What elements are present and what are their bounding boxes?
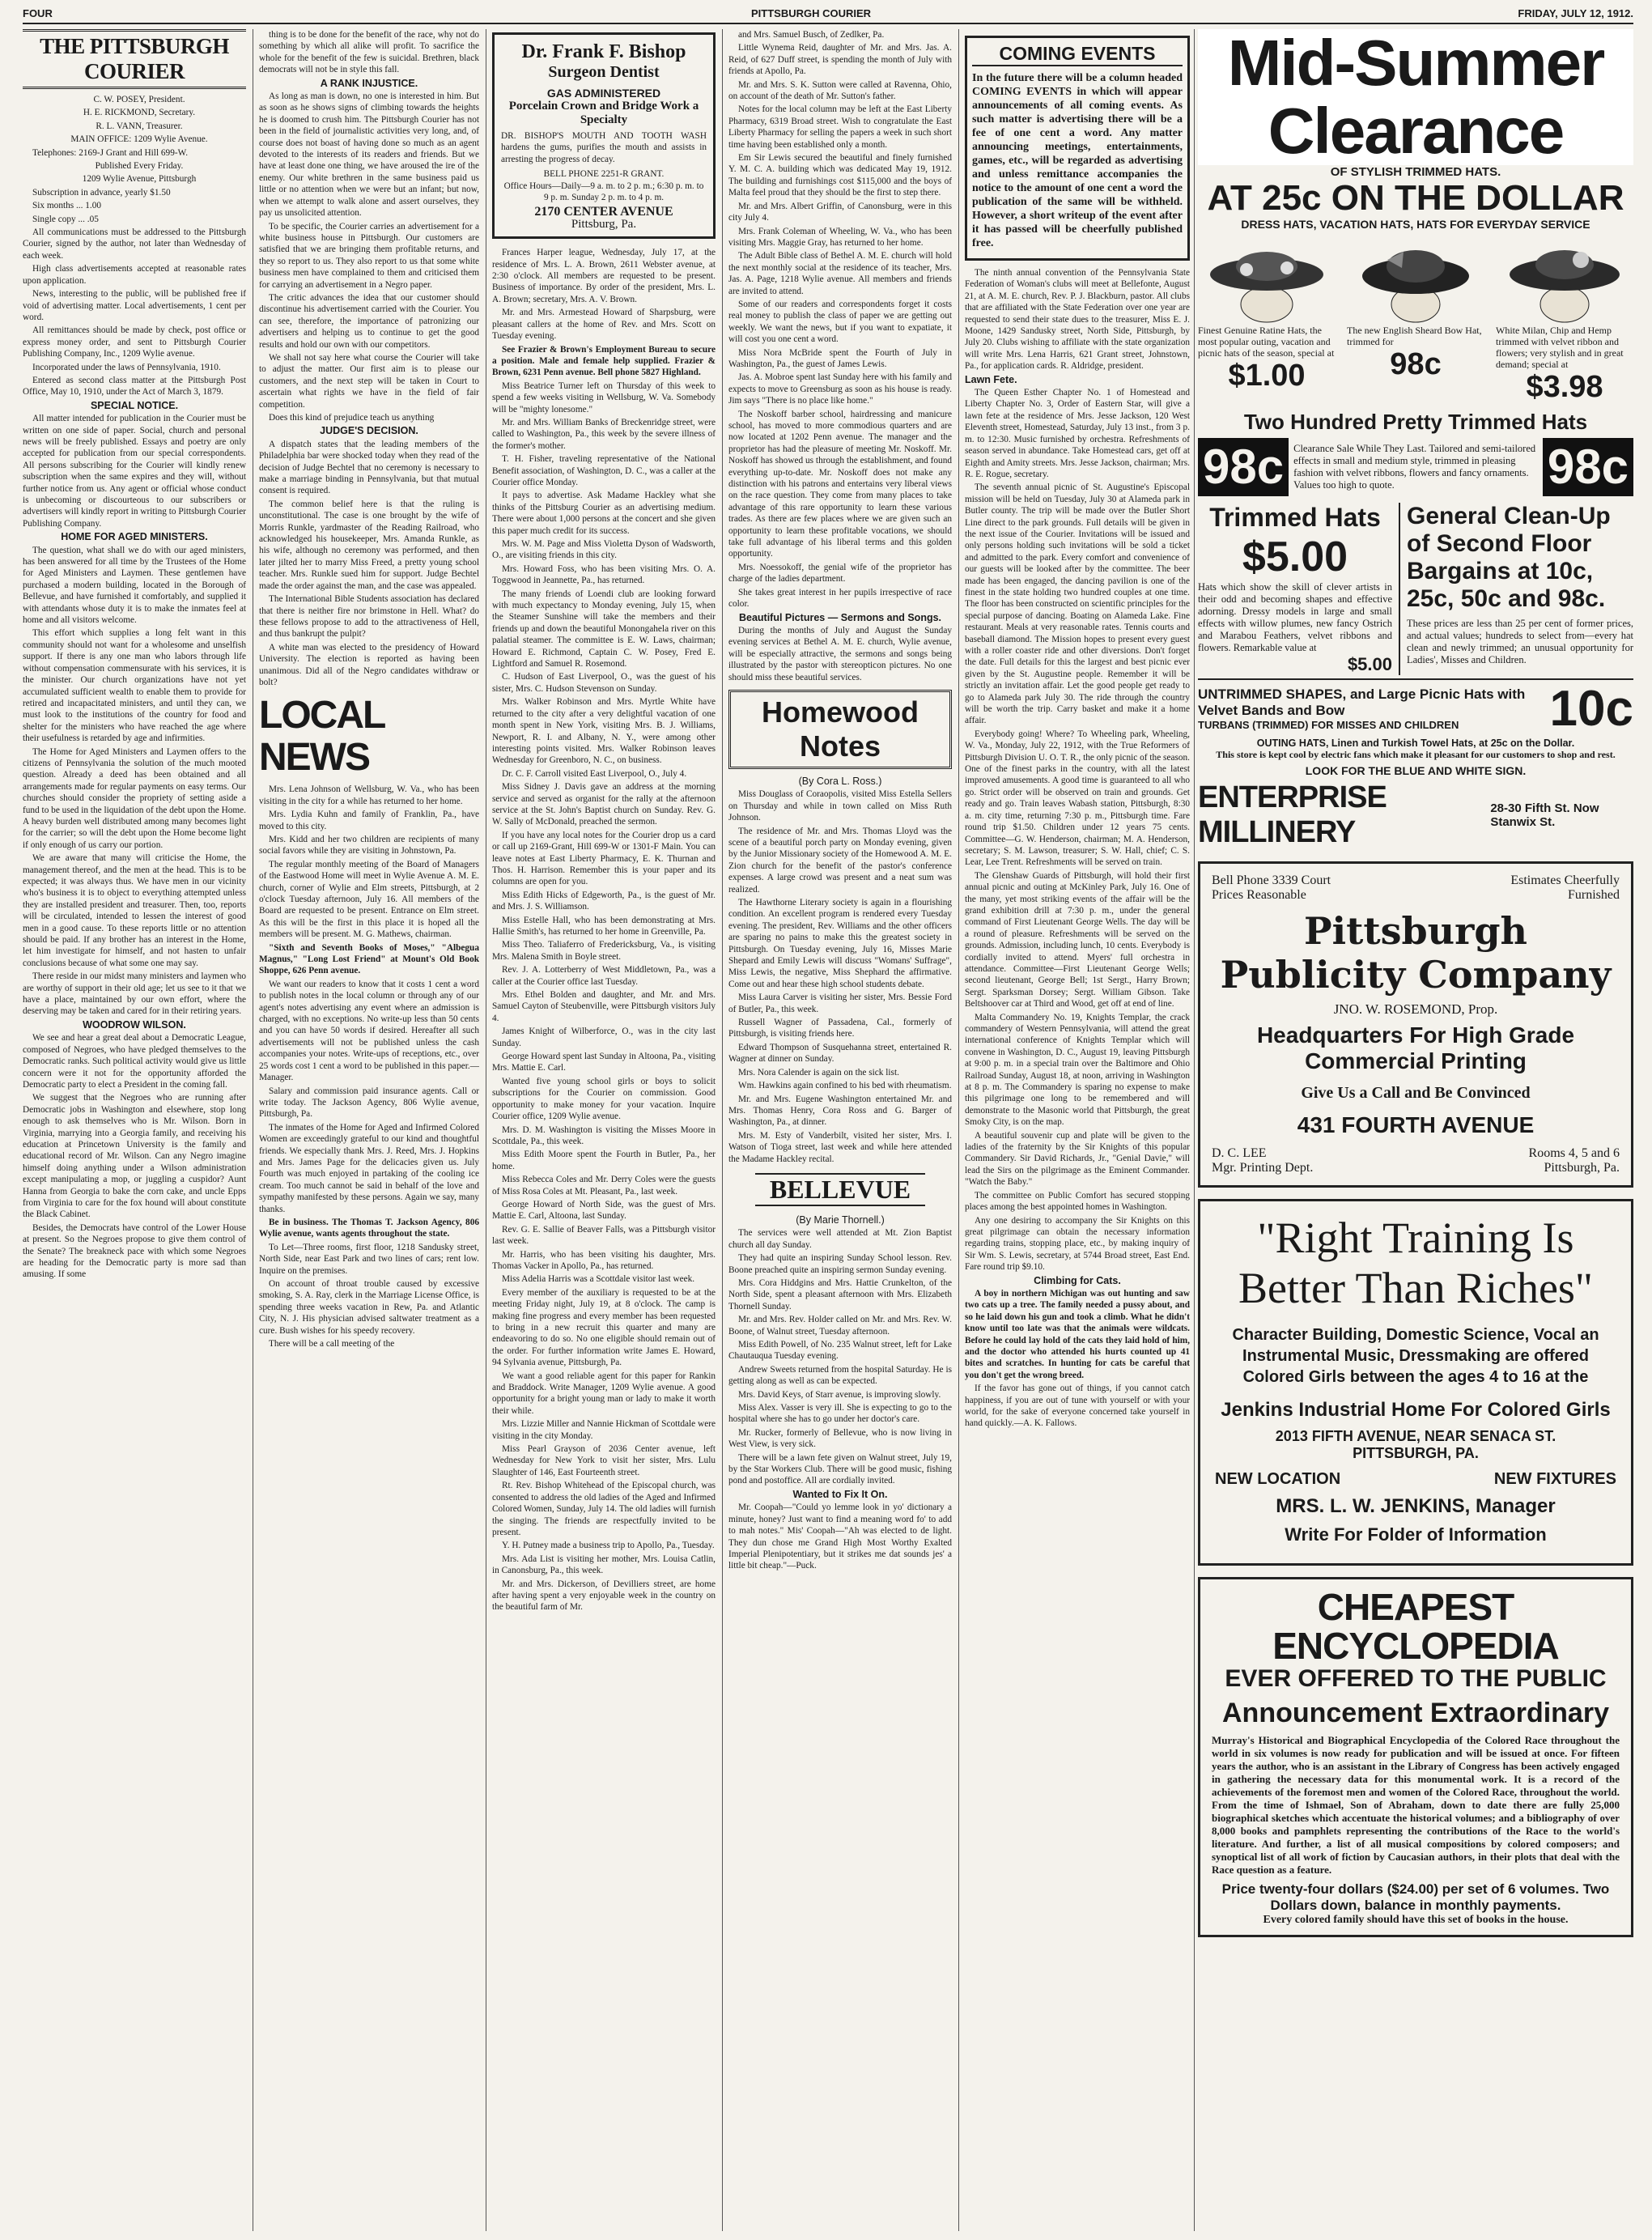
local-item: "Sixth and Seventh Books of Moses," "Albegua Magnus," "Long Lost Friend" at Mount's Old Book Shoppe, 626 Penn avenue. — [259, 942, 479, 976]
paragraph: We shall not say here what course the Courier will take to adjust the matter. Our first aim is to please our customers, and the next step will be taken in Court to ascertain what rights we have in the field of fair competition. — [259, 352, 479, 410]
paragraph: Incorporated under the laws of Pennsylvania, 1910. — [32, 362, 221, 372]
headline-rank-injustice: A RANK INJUSTICE. — [320, 77, 418, 89]
headline-beautiful-pictures: Beautiful Pictures — Sermons and Songs. — [738, 611, 942, 623]
local-item: Andrew Sweets returned from the hospital Saturday. He is getting along as well as can be expected. — [728, 1364, 952, 1387]
column-5 — [965, 29, 1190, 2231]
local-item: See Frazier & Brown's Employment Bureau to secure a position. Male and female help supplied. Frazier & Brown, 6231 Penn avenue. Bell phone 5827 Highland. — [492, 344, 716, 378]
local-item: Notes for the local column may be left at the East Liberty Pharmacy, 6319 Broad street. Wish to congratulate the East Liberty Pharmacy for selling the papers a week in such short time having been established only a month. — [728, 104, 952, 150]
ppc-phone: Bell Phone 3339 Court — [1212, 873, 1331, 887]
ppc-lee: D. C. LEE — [1212, 1146, 1267, 1160]
local-item: Miss Edith Moore spent the Fourth in Butler, Pa., her home. — [492, 1150, 716, 1171]
local-item: Every member of the auxiliary is requested to be at the meeting Friday night, July 19, at 8 o'clock. The camp is making fine progress and every member has been requested to bring in a new recruit this quarter and many are endeavoring to do so. No one eligible should remain out of the order. For further information write James E. Howard, 94 Sylvania avenue, Pittsburgh, Pa. — [492, 1287, 716, 1368]
local-item: Mr. and Mrs. S. K. Sutton were called at Ravenna, Ohio, on account of the death of Mr. Sutton's father. — [728, 79, 952, 102]
clearance-row — [1198, 438, 1633, 496]
local-item: George Howard of North Side, was the guest of Mrs. Mattie E. Carl, Altoona, last Sunday. — [492, 1199, 716, 1222]
column-2 — [259, 29, 479, 2231]
subscription-yearly: Subscription in advance, yearly $1.50 — [32, 187, 171, 198]
paragraph: The International Bible Students association has declared that there is neither fire nor brimstone in Hell. What? do these fellows propose to add to the attractiveness of Hell, and thus bankrupt the pulpit? — [259, 594, 479, 640]
hat-illustration-icon — [1504, 236, 1625, 325]
local-item: Mrs. Ada List is visiting her mother, Mrs. Louisa Catlin, in Canonsburg, Pa., this week. — [492, 1554, 716, 1576]
hat-price: 98c — [1390, 347, 1442, 381]
local-item: T. H. Fisher, traveling representative of the National Benefit association, of Washington, D. C., was a caller at the Courier office Monday. — [492, 454, 716, 487]
publish-schedule: Published Every Friday. — [95, 161, 184, 172]
event-item: Everybody going! Where? To Wheeling park, Wheeling, W. Va., Monday, July 22, 1912, with the True Reformers of Pittsburgh Division U. O. T. R., the only picnic of the season. One of the finest parks in the country, with all the latest improved amusements. A good time is guaranteed to all who go. Strict order will be observed on train and grounds. Get ready and go. Train leaves Wabash station, Pittsburgh, 8:30 a. m. city time, returning 7:30 p. m., Pittsburgh time. Fare round trip $1.50. Children under 12 years 75 cents. Committee—G. W. Henderson, chairman; M. A. Henderson, secretary; S. M. Lawson, treasurer; S. W. Hall, chief; C. S. Lear, Lee Trent. Refreshments will be served on train. — [965, 729, 1190, 868]
turbans-text: TURBANS (TRIMMED) FOR MISSES AND CHILDREN — [1198, 719, 1459, 731]
paragraph: A white man was elected to the presidency of Howard University. The election is reported as having been unanimous. Did all of the Negro candidates withdraw or bolt? — [259, 642, 479, 687]
local-item: The Noskoff barber school, hairdressing and manicure school, has moved to more commodious quarters and are now located at 1202 Penn avenue. The manager and the proprietor has had the pleasure of meeting Mr. Noskoff. Mr. Noskoff has showed us through the establishment, and found everything up-to-date. Mr. Noskoff does not make any distinction with his patrons and entertains very liberal views on the race question. They come from many places to take advantage of this rare opportunity to learn these various trades. As there are few places where we are given such an opportunity to learn these profitable vocations, we should take full advantage of his liberal terms and this golden opportunity. — [728, 409, 952, 559]
local-item: The Hawthorne Literary society is again in a flourishing condition. An excellent program is rendered every Tuesday evening. The president, Rev. Williams and the other officers are sparing no pains to make this the greatest society in Pittsburgh. On Tuesday evening, July 16, Misses Marie Shepard and Emily Lewis will discuss "Womans' Suffrage", Miss Lewis, the negative, Miss Shephard the affirmative. Come out and hear these high school students debate. — [728, 898, 952, 989]
clearance-text: Clearance Sale While They Last. Tailored and semi-tailored effects in small and medium style, trimmed in pleasing fashion with velvet ribbons, flowers and fancy ornaments. Values too high to quote. — [1293, 443, 1536, 491]
local-item: Mr. and Mrs. William Banks of Breckenridge street, were called to Washington, Pa., this week by the severe illness of the former's mother. — [492, 417, 716, 451]
local-item: It pays to advertise. Ask Madame Hackley what she thinks of the Pittsburg Courier as an advertising medium. There were about 1,000 persons at the concert and she given this paper much credit for its success. — [492, 491, 716, 536]
officer-secretary: H. E. RICKMOND, Secretary. — [83, 108, 196, 118]
trimmed-hats-price: $5.00 — [1242, 533, 1348, 580]
hat-offer-sheard-bow — [1347, 236, 1484, 405]
event-item: The Queen Esther Chapter No. 1 of Homestead and Liberty Chapter No. 3, Order of Eastern Star, will give a lawn fete at the residence of Mrs. Jesse Jackson, 120 West Eleventh street, Homestead, Saturday, July 13 inst., from 3 p. m. to 12:30. Music furnished by orchestra. Refreshments of season served in abundance. Take Homestead cars, get off at Eighth and Amity streets. Mrs. Jesse Jackson, chairman; Mrs. R. E. Rogue, secretary. — [965, 388, 1190, 479]
local-item: Little Wynema Reid, daughter of Mr. and Mrs. Jas. A. Reid, of 627 Duff street, is spending the month of July with friends at Apollo, Pa. — [728, 43, 952, 77]
column-rule — [722, 29, 723, 2231]
untrimmed-text: UNTRIMMED SHAPES, and Large Picnic Hats with Velvet Bands and Bow — [1198, 686, 1526, 718]
telephones: Telephones: 2169-J Grant and Hill 699-W. — [32, 147, 189, 158]
ads-column — [1198, 29, 1633, 1947]
local-item: There will be a call meeting of the — [269, 1339, 395, 1350]
paragraph: Besides, the Democrats have control of the Lower House at present. So the Negroes propose to give them control of the Senate? The breakneck pace with which some Negroes are heading for the Democratic party is more sad than amusing. If some — [23, 1222, 246, 1280]
local-item: Jas. A. Mobroe spent last Sunday here with his family and expects to move to Greensburg as soon as his house is ready. Jim says "There is no place like home." — [728, 372, 952, 406]
jenkins-home-name: Jenkins Industrial Home For Colored Girls — [1221, 1399, 1611, 1421]
new-fixtures: NEW FIXTURES — [1493, 1470, 1616, 1488]
local-item: Frances Harper league, Wednesday, July 17, at the residence of Mrs. L. A. Brown, 2611 Webster avenue, at 2:30 o'clock. All members are requested to be present. Business of importance. By order of the president, Mrs. L. A. Brown; secretary, Mrs. A. V. Brown. — [492, 248, 716, 304]
local-item: The many friends of Loendi club are looking forward with much expectancy to Monday evening, July 15, when the Steamer Sunshine will take the members and their friends up and down the beautiful Monongahela river on this palatial steamer. The committee is E. W. Laws, chairman; Howard E. Richmond, Captain C. W. Posey, Fred E. Lightford and Samuel R. Rosemond. — [492, 589, 716, 669]
encyclopedia-price: Price twenty-four dollars ($24.00) per set of 6 volumes. Two Dollars down, balance in monthly payments. — [1221, 1881, 1610, 1913]
byline: (By Marie Thornell.) — [796, 1214, 885, 1226]
subscription-six-months: Six months ... 1.00 — [32, 201, 102, 211]
ppc-proprietor: JNO. W. ROSEMOND, Prop. — [1333, 1001, 1498, 1017]
bellevue-banner — [728, 1173, 952, 1206]
paragraph: High class advertisements accepted at reasonable rates upon application. — [23, 264, 246, 286]
paragraph: All communications must be addressed to the Pittsburgh Courier, signed by the author, not later than Wednesday of each week. — [23, 227, 246, 261]
midsummer-offer: AT 25c ON THE DOLLAR — [1207, 178, 1624, 218]
local-item: Dr. C. F. Carroll visited East Liverpool, O., July 4. — [502, 768, 687, 779]
local-item: On account of throat trouble caused by excessive smoking, S. A. Ray, clerk in the Marriage License Office, is spending three weeks vacation in Rew, Pa. and Atlantic City, N. J. His physician advised saltwater treatment as a cure. Bush wishes for his speedy recovery. — [259, 1279, 479, 1336]
local-item: Mr. and Mrs. Albert Griffin, of Canonsburg, were in this city July 4. — [728, 201, 952, 223]
dentist-city: Pittsburg, Pa. — [571, 217, 637, 231]
price-10c: 10c — [1549, 681, 1633, 737]
ppc-call: Give Us a Call and Be Convinced — [1301, 1084, 1531, 1102]
encyclopedia-every: Every colored family should have this set of books in the house. — [1263, 1914, 1569, 1926]
dentist-hours: Office Hours—Daily—9 a. m. to 2 p. m.; 6:30 p. m. to 9 p. m. Sunday 2 p. m. to 4 p. m. — [503, 181, 704, 203]
local-item: and Mrs. Samuel Busch, of Zedlker, Pa. — [738, 30, 885, 40]
column-rule — [1194, 29, 1195, 2231]
midsummer-subtitle: OF STYLISH TRIMMED HATS. — [1330, 165, 1501, 179]
hat-price: $1.00 — [1228, 359, 1306, 393]
local-item: The services were well attended at Mt. Zion Baptist church all day Sunday. — [728, 1228, 952, 1250]
paragraph: Does this kind of prejudice teach us anything — [269, 413, 435, 423]
untrimmed-block — [1198, 686, 1550, 731]
local-item: Mrs. D. M. Washington is visiting the Misses Moore in Scottdale, Pa., this week. — [492, 1124, 716, 1146]
price-98c-left: 98c — [1198, 438, 1289, 496]
ppc-estimates: Estimates Cheerfully Furnished — [1510, 873, 1620, 902]
publish-address: 1209 Wylie Avenue, Pittsburgh — [82, 174, 197, 185]
subscription-single: Single copy ... .05 — [32, 214, 99, 224]
ppc-bottom-row — [1212, 1146, 1620, 1175]
local-item: Some of our readers and correspondents forget it costs real money to publish the class of paper we are getting out weekly. We want the news, but if you want to expatiate, it will cost you one cent a word. — [728, 299, 952, 345]
paragraph: News, interesting to the public, will be published free if void of advertising matter. Local advertisements, 1 cent per word. — [23, 289, 246, 322]
local-item: James Knight of Wilberforce, O., was in the city last Sunday. — [492, 1026, 716, 1048]
right-training-title: "Right Training Is Better Than Riches" — [1238, 1214, 1593, 1312]
local-item: C. Hudson of East Liverpool, O., was the guest of his sister, Mrs. C. Hudson Stevenson on Sunday. — [492, 672, 716, 694]
local-item: Miss Edith Hicks of Edgeworth, Pa., is the guest of Mr. and Mrs. J. S. Williamson. — [492, 890, 716, 912]
local-item: We want our readers to know that it costs 1 cent a word to publish notes in the local column or through any of our agent's notes advertising any event where an admission is charged, with no exceptions. No write-up less than 50 cents and you can have 50 words if desired. Hereafter all such advertisements will not be published unless the cash accompanies your notes. Write-ups of receptions, etc., over 25 words cost 1 cent a word to be published in this paper.—Manager. — [259, 979, 479, 1083]
event-item: Malta Commandery No. 19, Knights Templar, the crack commandery of Western Pennsylvania, will attend the great international conference of Knights Templar which will convene in Washington, D. C., August 19, leaving Pittsburgh at 9:00 p. m. in a special train over the Baltimore and Ohio Railroad Sunday, August 18, at noon, arriving in Washington at 8 p. m. The Commandery is sparing no expense to make this pilgrimage one long to be remembered and will demonstrate to the Masonic world that Pittsburgh, the great Smoky City, is on the map. — [965, 1012, 1190, 1128]
byline: (By Cora L. Ross.) — [798, 775, 882, 787]
local-item: Mr. and Mrs. Armestead Howard of Sharpsburg, were pleasant callers at the home of Rev. and Mrs. Scott on Tuesday evening. — [492, 308, 716, 342]
paragraph: The common belief here is that the ruling is unconstitutional. The case is one brought by the wife of Morris Runkle, yardmaster of the Reading Railroad, who acknowledged his housekeeper, Mrs. Amanda Runkle, as his wife, although no ceremony was performed, and then later jilted her to marry Miss Freed, a pretty young school teacher. Mrs. Runkle sued him for support. Judge Bechtel made the order against the man, and the case was appealed. — [259, 499, 479, 591]
local-item: Miss Adelia Harris was a Scottdale visitor last week. — [502, 1274, 695, 1285]
coming-events-box — [965, 36, 1190, 261]
enterprise-name: ENTERPRISE MILLINERY — [1198, 780, 1387, 849]
local-item: They had quite an inspiring Sunday School lesson. Rev. Boone preached quite an inspiring sermon Sunday evening. — [728, 1253, 952, 1275]
ppc-headquarters: Headquarters For High Grade Commercial Printing — [1256, 1022, 1575, 1073]
encyclopedia-subtitle: EVER OFFERED TO THE PUBLIC — [1225, 1665, 1607, 1692]
local-item: Y. H. Putney made a business trip to Apollo, Pa., Tuesday. — [502, 1541, 715, 1551]
trimmed-hats-text: Hats which show the skill of clever artists in their odd and becoming shapes and effective adorning. Dressy models in large and small effects with willow plumes, new fancy Ostrich and Marabou Feathers, velvet ribbons and flowers. Remarkable value at — [1198, 581, 1392, 653]
local-item: Miss Nora McBride spent the Fourth of July in Washington, Pa., the guest of James Lewis. — [728, 347, 952, 369]
local-item: There will be a lawn fete given on Walnut street, July 19, by the Star Workers Club. There will be good music, fishing pond and postoffice. All are cordially invited. — [728, 1452, 952, 1486]
jenkins-home-ad — [1198, 1199, 1633, 1566]
paragraph: As long as man is down, no one is interested in him. But as soon as he shows signs of climbing towards the heights he is doomed to crush him. The Pittsburgh Courier has not been in the field of journalistic activities very long, and, of course does not boast of having done so much as an agent devoted to the interests of its readers and friends. But we have at least done one thing, we have aroused the ire of the enemy. Our white brethren in the same business paid us little or no attention when we were but an infant; but now, when we attempt to walk alone and assert ourselves, they pay us unsolicited attention. — [259, 91, 479, 219]
column-rule — [958, 29, 959, 2231]
local-item: Mrs. Walker Robinson and Mrs. Myrtle White have returned to the city after a very delightful vacation of one month spent in New York, visiting Mrs. B. J. Williams, Newport, R. I. and Albany, N. Y., were among other interesting points visited. Mrs. Walker Robinson leaves Wednesday for Greenboro, N. C., on business. — [492, 697, 716, 766]
event-item: The Glenshaw Guards of Pittsburgh, will hold their first annual picnic and outing at McKinley Park, July 16. One of the many, yet most striking events of the affair will be the grand exhibition drill at 7:30 p. m., under the general command of First Lieutenant George Wells. The day will be a round of pleasure. Refreshments will be served on the grounds. Admission, including lunch, 10 cents. Everybody is cordially invited to attend. Myers' full orchestra in attendance. Committee—First Lieutenant George Wells; second lieutenant, George Bell; 1st Sergt., Harry Brown; Sergt. Sparksman Dorsey; Sergt. William Gibson. Take Beltshoover car at Third and Wood, get off at end of line. — [965, 870, 1190, 1009]
blue-white-sign: LOOK FOR THE BLUE AND WHITE SIGN. — [1305, 764, 1527, 777]
officer-treasurer: R. L. VANN, Treasurer. — [96, 121, 183, 131]
local-item: She takes great interest in her pupils irrespective of race color. — [728, 587, 952, 610]
new-location: NEW LOCATION — [1215, 1470, 1341, 1488]
general-cleanup-text: These prices are less than 25 per cent of former prices, and actual values; hundreds to select from—every hat clean and newly trimmed; an unusual opportunity for Ladies', Misses and Children. — [1407, 618, 1633, 665]
encyclopedia-title: CHEAPEST ENCYCLOPEDIA — [1272, 1586, 1559, 1667]
trimmed-hats-offer — [1198, 503, 1400, 675]
headline-homewood-notes: Homewood Notes — [762, 695, 919, 763]
general-cleanup-offer — [1400, 503, 1633, 675]
local-item: Mr. and Mrs. Dickerson, of Devilliers street, are home after having spent a very enjoyable week in the country on the beautiful farm of Mr. — [492, 1579, 716, 1613]
event-item: A beautiful souvenir cup and plate will be given to the ladies of the fraternity by the Sir Knights of this popular Commandery. Sir David Richards, Jr., "Genial Davie," will lead the Sirs on the pilgrimage as the Eminent Commander. "Watch the Baby." — [965, 1130, 1190, 1188]
headline-home-aged-ministers: HOME FOR AGED MINISTERS. — [61, 531, 208, 543]
encyclopedia-ad — [1198, 1577, 1633, 1937]
hat-offer-milan — [1496, 236, 1633, 405]
hat-illustration-icon — [1355, 236, 1476, 325]
local-item: George Howard spent last Sunday in Altoona, Pa., visiting Mrs. Mattie E. Carl. — [492, 1052, 716, 1073]
trimmed-hats-value: $5.00 — [1347, 654, 1392, 674]
paragraph: The question, what shall we do with our aged ministers, has been answered for all time by the Trustees of the Home for Aged Ministers and Laymen. These gentlemen have purchased a modern building, located in the Borough of Bellevue, and have furnished it comfortably, and supplied it with attendants whose duty it is to make the inmates feel at home and all visitors welcome. — [23, 545, 246, 626]
local-item: The regular monthly meeting of the Board of Managers of the Eastwood Home will meet in Wylie Avenue A. M. E. church, corner of Wylie and Elm streets, Pittsburgh, at 2 o'clock Tuesday afternoon, July 16. All members of the Board are requested to be present. Entrance on Elm street. As this will be the first in this place it is hoped all the members will be present. M. G. Mathews, chairman. — [259, 859, 479, 940]
paragraph: A dispatch states that the leading members of the Philadelphia bar were shocked today when they read of the decision of Judge Bechtel that no ceremony is necessary to make a marriage binding in Pennsylvania, but that mutual consent is required. — [259, 439, 479, 496]
trimmed-hats-title: Trimmed Hats — [1209, 503, 1381, 532]
ppc-bottom-right — [1529, 1146, 1620, 1175]
local-item: Mrs. Nora Calender is again on the sick list. — [738, 1067, 899, 1077]
paragraph: thing is to be done for the benefit of the race, why not do something by which all alike will profit. To sacrifice the whole for the benefit of the few is suicidal. Brethren, black democrats will not be in style this fall. — [259, 30, 479, 75]
jenkins-address: 2013 FIFTH AVENUE, NEAR SENACA ST. — [1275, 1428, 1556, 1444]
local-item: Miss Beatrice Turner left on Thursday of this week to spend a few weeks visiting in Wellsburg, W. Va. Somebody will be "mighty lonesome." — [492, 380, 716, 414]
ppc-mgr: Mgr. Printing Dept. — [1212, 1161, 1314, 1175]
local-item: Mr. Rucker, formerly of Bellevue, who is now living in West View, is very sick. — [728, 1427, 952, 1450]
local-item: Mrs. Frank Coleman of Wheeling, W. Va., who has been visiting Mrs. Maggie Gray, has returned to her home. — [728, 226, 952, 248]
page-number: FOUR — [23, 7, 53, 19]
main-office: MAIN OFFICE: 1209 Wylie Avenue. — [70, 134, 208, 145]
headline-climbing-for-cats: Climbing for Cats. — [1034, 1274, 1121, 1286]
local-item: Mr. Harris, who has been visiting his daughter, Mrs. Thomas Vacker in Apollo, Pa., has returned. — [492, 1249, 716, 1271]
headline-woodrow-wilson: WOODROW WILSON. — [83, 1018, 186, 1031]
local-item: Mrs. Lena Johnson of Wellsburg, W. Va., who has been visiting in the city for a while has returned to her home. — [259, 784, 479, 806]
dentist-title: Surgeon Dentist — [548, 63, 660, 81]
local-item: Miss Rebecca Coles and Mr. Derry Coles were the guests of Miss Rosa Coles at Mt. Pleasant, Pa., last week. — [492, 1175, 716, 1197]
local-item: Be in business. The Thomas T. Jackson Agency, 806 Wylie avenue, wants agents throughout the state. — [259, 1217, 479, 1239]
paragraph: We are aware that many will criticise the Home, the management thereof, and the men at the head. This is to be expected; it was always thus. We have men in our vicinity who's business it is to object to everything attempted unless they are installed president and treasurer. Then, too, reports will be circulated, intended to lessen the interest of good men in a good cause. To these reports little or no attention should be paid. If any brother has an interest in the Home, let him investigate for himself, and not hasten to unfair conclusions because of what some one may say. — [23, 853, 246, 968]
two-hundred-headline: Two Hundred Pretty Trimmed Hats — [1243, 410, 1588, 434]
local-item: Mrs. Lydia Kuhn and family of Franklin, Pa., have moved to this city. — [259, 810, 479, 831]
hat-offer-ratine — [1198, 236, 1336, 405]
column-3 — [492, 29, 716, 2231]
paragraph: This effort which supplies a long felt want in this community should not want for a wholesome and unselfish support. If there is any one man who labors through life without compensation commensurate with his services, it is the minister. Our church organizations have not yet accumulated sufficient wealth to enable them to provide for retired and incapacitated ministers, and until they can, we must look to the institutions of the country for food and shelter for the ministers who have reached the age where their usefulness is retarded by age and infirmities. — [23, 628, 246, 744]
local-item: The residence of Mr. and Mrs. Thomas Lloyd was the scene of a beautiful porch party on Monday evening, given by the Junior Missionary society of the Homewood A. M. E. Zion church for the benefit of the pastor's conference expenses. A large crowd was present and a neat sum was realized. — [728, 826, 952, 895]
column-1 — [23, 29, 246, 2231]
headline-coming-events: COMING EVENTS — [972, 43, 1183, 66]
headline-local-news: LOCAL NEWS — [259, 694, 384, 780]
headline-special-notice: SPECIAL NOTICE. — [90, 399, 179, 411]
paragraph: Mr. Coopah—"Could yo lemme look in yo' dictionary a minute, honey? Just want to find a meaning word fo' to add to mah notes." Mis' Coopah—"Ah was elected to de light. They dun chose me Grand High Most Worthy Exalted Imperial Plenipotentiary, but it strikes me dat sounds jes' a little bit cheap."—Puck. — [728, 1503, 952, 1571]
paragraph: A boy in northern Michigan was out hunting and saw two cats up a tree. The family needed a pussy about, and so he laid down his gun and took a climb. What he didn't know until too late was that the animals were wildcats. Before he could lay hold of the cats they laid hold of him, and the doctor who attended his hurts counted up 41 bites and scratches. In hunting for cats be careful that you don't get the wrong breed. — [965, 1288, 1190, 1380]
local-item: The inmates of the Home for Aged and Infirmed Colored Women are exceedingly grateful to our kind and thoughtful friends. We especially thank Mrs. J. Reed, Mrs. J. Hopkins and Mrs. James Page for the delicacies given us. July Fourth was much enjoyed in partaking of the cooling ice cream. Too much cannot be said in behalf of the love and sympathy manifested by these persons. Again we say, many thanks. — [259, 1122, 479, 1214]
paragraph: Entered as second class matter at the Pittsburgh Post Office, May 10, 1910, under the Act of March 3, 1879. — [23, 375, 246, 397]
paragraph: To be specific, the Courier carries an advertisement for a white business house in Pittsburgh. Our customers are satisfied that we are bringing them profitable returns, and they so report to us. They also report to us that some white business men have complained to them and criticised them for carrying an advertisement in a Negro paper. — [259, 221, 479, 290]
midsummer-types: DRESS HATS, VACATION HATS, HATS FOR EVERYDAY SERVICE — [1241, 218, 1590, 231]
local-item: Wm. Hawkins again confined to his bed with rheumatism. — [738, 1081, 952, 1091]
hat-price: $3.98 — [1526, 370, 1603, 404]
event-item: The ninth annual convention of the Pennsylvania State Federation of Woman's clubs will meet at Bellefonte, August 21, at A. M. E. church, Rev. P. J. Blackburn, pastor. All clubs that are affiliated with the State Federation over one year are requested to send their state dues to the treasurer, Miss E. J. Moone, 1429 Sandusky street, North Side, Pittsburgh, by July 20. Clubs wishing to affiliate with the state organization will write Mrs. Lena Harris, 621 Grant street, Johnstown, Pa., for application cards. R. Aldridge, president. — [965, 268, 1190, 372]
dentist-crown: Porcelain Crown and Bridge Work a Specialty — [508, 100, 699, 126]
untrimmed-offer — [1198, 678, 1633, 737]
encyclopedia-text: Murray's Historical and Biographical Encyclopedia of the Colored Race throughout the world in six volumes is now ready for publication and will be issued at once. For fifteen years the author, who is an assistant in the Library of Congress has been actively engaged in gathering the necessary data for this monumental work. It is a record of the achievements of the foremost men and women of the Colored Race, throughout the world. From the time of Ishmael, Son of Abraham, down to date there are fully 25,000 biographical sketches which accentuate the historical volumes; and a bibliography of over 8,000 books and pamphlets representing the contributions of the Race to the world's literature. And further, a list of all musical compositions by colored composers; and synoptical list of all work of fiction by Caucasian authors, in their plots that deal with the Race question as a feature. — [1212, 1734, 1620, 1876]
local-item: Rev. G. E. Sallie of Beaver Falls, was a Pittsburgh visitor last week. — [492, 1224, 716, 1247]
headline-judges-decision: JUDGE'S DECISION. — [320, 425, 418, 437]
hat-caption: The new English Sheard Bow Hat, trimmed for — [1347, 325, 1482, 347]
dentist-ad — [492, 32, 716, 239]
general-cleanup-title: General Clean-Up of Second Floor Bargains at 10c, 25c, 50c and 98c. — [1407, 503, 1611, 612]
local-item: Miss Estelle Hall, who has been demonstrating at Mrs. Hallie Smith's, has returned to her home in Greenville, Pa. — [492, 915, 716, 937]
local-item: Rev. J. A. Lotterberry of West Middletown, Pa., was a caller at the Courier office last Tuesday. — [492, 965, 716, 987]
coming-events-notice: In the future there will be a column headed COMING EVENTS in which will appear announcements of all coming events. As such matter is advertising there will be a fee of one cent a word. Any matter announcing meetings, entertainments, games, etc., will be regarded as advertising and unless remittance accompanies the notice to the amount of one cent a word the publication of the same will be withheld. However, a short writeup of the event after it has passed will be cheerfully published free. — [972, 72, 1183, 249]
paragraph: We see and hear a great deal about a Democratic League, composed of Negroes, who have pledged themselves to the Democratic ranks. Such political activity would give us little concern were it not for the opportunity afforded the Democratic party to elect a President in the coming fall. — [23, 1033, 246, 1090]
local-item: Miss Laura Carver is visiting her sister, Mrs. Bessie Ford of Butler, Pa., this week. — [728, 992, 952, 1014]
local-item: Mrs. Noessokoff, the genial wife of the proprietor has charge of the ladies department. — [728, 562, 952, 584]
masthead: THE PITTSBURGH COURIER — [23, 29, 246, 89]
local-item: Mr. and Mrs. Eugene Washington entertained Mr. and Mrs. Thomas Henry, Cora Ross and G. Barger of Washington, Pa., at dinner. — [728, 1094, 952, 1128]
headline-wanted: Wanted to Fix It On. — [792, 1488, 888, 1500]
headline-midsummer-clearance: Mid-Summer Clearance — [1198, 29, 1633, 165]
local-item: Salary and commission paid insurance agents. Call or write today. The Jackson Agency, 806 Wylie avenue, Pittsburgh, Pa. — [259, 1086, 479, 1120]
local-item: Edward Thompson of Susquehanna street, entertained R. Wagner at dinner on Sunday. — [728, 1042, 952, 1065]
paragraph: We suggest that the Negroes who are running after Democratic jobs in Washington and elsewhere, stop long enough to ask themselves who is Mr. Wilson. Born in Virginia, marrying into a Georgia family, and receiving his education at Princetown University is the family and educational record of Mr. Wilson. Can any Negro imagine himself doing anything under a Wilson administration except manipulating a mop, or juggling a cuspidor? Aunt Hanna from Georgia to bake the corn cake, and uncle Epps from Virginia to care for the fox hound will about constitute the Black Cabinet. — [23, 1093, 246, 1220]
local-item: Rt. Rev. Bishop Whitehead of the Episcopal church, was consented to address the old ladies of the Aged and Infirmed Colored Women, Sunday, July 14. The old ladies will furnish the singing. The friends are respectfully invited to be present. — [492, 1481, 716, 1537]
local-item: Miss Theo. Taliaferro of Fredericksburg, Va., is visiting Mrs. Malena Smith in Boyle street. — [492, 940, 716, 962]
paragraph: If the favor has gone out of things, if you cannot catch happiness, if you are out of tune with yourself or with your world, for the sake of everyone concerned take yourself in hand quickly.—A. K. Fallows. — [965, 1384, 1190, 1429]
dentist-wash: DR. BISHOP'S MOUTH AND TOOTH WASH hardens the gums, purifies the mouth and assists in arresting the progress of decay. — [501, 131, 707, 164]
local-item: Miss Alex. Vasser is very ill. She is expecting to go to the hospital where she has to go under her doctor's care. — [728, 1403, 952, 1425]
dentist-name: Dr. Frank F. Bishop — [521, 41, 686, 62]
local-item: Mrs. W. M. Page and Miss Violetta Dyson of Wadsworth, O., are visiting friends in this city. — [492, 539, 716, 561]
officer-president: C. W. POSEY, President. — [93, 95, 185, 104]
paragraph: All matter intended for publication in the Courier must be written on one side of paper. Social, church and personal news will be freely published. Essays and poetry are only accepted for publication from our special correspondents. All persons subscribing for the Courier will kindly renew subscription when the same expires and they will, without further notice from us. Any agent or official whose conduct is unbecoming or discourteous to our subscribers or advertisers will kindly report in writing to Pittsburgh Courier Publishing Company. — [23, 414, 246, 529]
ppc-bottom-left — [1212, 1146, 1313, 1175]
ppc-top-row — [1212, 873, 1620, 903]
dentist-gas: GAS ADMINISTERED — [546, 87, 661, 100]
local-item: To Let—Three rooms, first floor, 1218 Sandusky street, North Side, near East Park and two lines of cars; rent low. Inquire on the premises. — [259, 1242, 479, 1276]
hat-offers-grid — [1198, 503, 1633, 675]
right-training-desc: Character Building, Domestic Science, Vocal an Instrumental Music, Dressmaking are offered Colored Girls between the ages 4 to 16 at the — [1232, 1326, 1599, 1386]
local-item: Miss Sidney J. Davis gave an address at the morning service and served as organist for the rally at the afternoon service at the St. John's Baptist church on Sunday. Rev. G. W. Sally of McDonald, preached the sermon. — [492, 782, 716, 827]
hat-illustrations — [1198, 236, 1633, 405]
paragraph: The critic advances the idea that our customer should discontinue his advertisement carried with the Courier. You can see, therefore, the importance of patronizing our advertisers and helping us to continue to get the good results and hold our own with our competitors. — [259, 292, 479, 350]
ppc-city: Pittsburgh, Pa. — [1544, 1161, 1620, 1175]
local-item: Mrs. Cora Hiddgins and Mrs. Hattie Crunkelton, of the North Side, spent a pleasant afternoon with Mrs. Elizabeth Thornell Sunday. — [728, 1277, 952, 1311]
local-item: Wanted five young school girls or boys to solicit subscriptions for the Courier on commission. Good opportunity to make money for your vacation. Inquire Courier office, 1209 Wylie avenue. — [492, 1076, 716, 1122]
hat-caption: Finest Genuine Ratine Hats, the most popular outing, vacation and picnic hats of the season, special at — [1198, 325, 1335, 359]
ppc-company-name: Pittsburgh Publicity Company — [1220, 909, 1612, 997]
enterprise-millinery — [1198, 780, 1633, 850]
store-cool-note: This store is kept cool by electric fans which make it pleasant for our customers to shop and rest. — [1216, 749, 1616, 760]
local-item: If you have any local notes for the Courier drop us a card or call up 2169-Grant, Hill 699-W or 1301-F Main. You can leave notes at East Liberty Pharmacy, E. K. Thurnan and Thos. H. Harrison. Remember this is your paper and its columns are open for you. — [492, 830, 716, 887]
dentist-phone: BELL PHONE 2251-R GRANT. — [543, 169, 665, 180]
paragraph: All remittances should be made by check, post office or express money order, and sent to Pittsburgh Courier Publishing Company, Inc., 1209 Wylie avenue. — [23, 325, 246, 359]
event-item: The committee on Public Comfort has secured stopping places among the best appointed homes in Washington. — [965, 1190, 1190, 1213]
local-item: Mrs. Lizzie Miller and Nannie Hickman of Scottdale were visiting in the city Monday. — [492, 1419, 716, 1441]
jenkins-city: PITTSBURGH, PA. — [1353, 1445, 1479, 1461]
ppc-top-left — [1212, 873, 1331, 903]
ppc-rooms: Rooms 4, 5 and 6 — [1528, 1146, 1620, 1160]
local-item: Mrs. Ethel Bolden and daughter, and Mr. and Mrs. Samuel Cayton of Steubenville, were Pittsburgh visitors July 4. — [492, 990, 716, 1023]
local-item: The Adult Bible class of Bethel A. M. E. church will hold the next monthly social at the residence of its teacher, Mrs. Jas. A. Page, 1218 Wylie avenue. All members and friends are invited to attend. — [728, 251, 952, 296]
ppc-prices: Prices Reasonable — [1212, 888, 1306, 902]
price-98c-right: 98c — [1543, 438, 1633, 496]
event-item: Any one desiring to accompany the Sir Knights on this great pilgrimage can obtain the necessary information regarding trains, stopping place, etc., by making inquiry of Sir Wm. S. Lewis, secretary, at 5744 Broad street, East End. Fare round trip $9.10. — [965, 1215, 1190, 1273]
paragraph: The Home for Aged Ministers and Laymen offers to the citizens of Pennsylvania the solution of the much mooted question. Already a deed has been obtained and all arrangements made for regular payments on easy terms. Our churches should consider the propriety of setting aside a fund to be used in the liquidation of the debt upon the Home. A heavy burden well distributed among many becomes light for the carrier; so will the debt upon the Home become light if only enough of us carry our portion. — [23, 746, 246, 850]
newspaper-page — [23, 5, 1633, 2231]
local-item: Russell Wagner of Passadena, Cal., formerly of Pittsburgh, is visiting friends here. — [728, 1018, 952, 1039]
paragraph: During the months of July and August the Sunday evening services at Bethel A. M. E. church, Wylie avenue, will be especially attractive, the sermons and songs being illustrated by the pastor with stereopticon pictures. No one should miss these beautiful services. — [728, 625, 952, 682]
local-item: Em Sir Lewis secured the beautiful and finely furnished Y. M. C. A. building which was dedicated May 19, 1912. The building and furnishings cost $115,000 and the boys of Malta feel proud that they should be the first to step there. — [728, 153, 952, 198]
headline-lawn-fete: Lawn Fete. — [965, 373, 1017, 385]
local-item: Miss Douglass of Coraopolis, visited Miss Estella Sellers on Thursday and while in town called on Miss Ruth Johnson. — [728, 789, 952, 823]
outing-hats: OUTING HATS, Linen and Turkish Towel Hats, at 25c on the Dollar. — [1256, 737, 1575, 749]
publicity-company-ad — [1198, 861, 1633, 1188]
local-item: Mrs. Howard Foss, who has been visiting Mrs. O. A. Toggwood in Jeannette, Pa., has returned. — [492, 563, 716, 586]
local-item: We want a good reliable agent for this paper for Rankin and Braddock. Write Manager, 1209 Wylie avenue. A good opportunity for a bright young man or lady to make it worth their while. — [492, 1371, 716, 1416]
local-item: Mrs. David Keys, of Starr avenue, is improving slowly. — [738, 1389, 941, 1400]
dentist-address: 2170 CENTER AVENUE — [534, 205, 673, 219]
local-item: Mrs. Kidd and her two children are recipients of many social favors while they are visiting in Johnstown, Pa. — [259, 834, 479, 856]
hat-caption: White Milan, Chip and Hemp trimmed with velvet ribbon and flowers; very stylish and in great demand; special at — [1496, 325, 1624, 370]
paragraph: There reside in our midst many ministers and laymen who are worthy of support in their old age; let us see to it that we have a place, maintained by our own effort, where the deserving may be taken and cared for in their retiring years. — [23, 971, 246, 1017]
issue-date: FRIDAY, JULY 12, 1912. — [1518, 7, 1633, 19]
ppc-address: 431 FOURTH AVENUE — [1297, 1112, 1535, 1137]
homewood-notes-banner — [728, 690, 952, 769]
paper-name-header: PITTSBURGH COURIER — [751, 7, 872, 19]
local-item: Miss Edith Powell, of No. 235 Walnut street, left for Lake Chautauqua Tuesday evening. — [728, 1340, 952, 1362]
encyclopedia-announcement: Announcement Extraordinary — [1222, 1698, 1609, 1728]
local-item: Miss Pearl Grayson of 2036 Center avenue, left Wednesday for New York to visit her sister, Mrs. Lulu Slaughter of 146, East Fourteenth street. — [492, 1444, 716, 1477]
local-item: Mrs. M. Esty of Vanderbilt, visited her sister, Mrs. I. Watson of Tioga street, last week and while here attended the Madame Hackley recital. — [728, 1130, 952, 1164]
headline-bellevue: BELLEVUE — [755, 1173, 925, 1206]
hat-illustration-icon — [1206, 236, 1327, 325]
event-item: The seventh annual picnic of St. Augustine's Episcopal mission will be held on Tuesday, July 30 at Alameda park in Butler county. The trip will be made over the Butler Short Line direct to the park grounds. Full details will be given in the next issue of the Courier. Invitations will be issued and only persons holding such invitations will be sold a ticket and admitted to the park. Every comfort and convenience of our guests will be looked after by the committee. The beer made has been engaged, the dancing pavilion is one of the finest in the state holding two hundred couples at one time. The floor has been constructed on scientific principles for the special purpose of dancing. Boating on Alameda Lake. Fine restaurant. Meals at very reasonable rates. Tennis courts and baseball diamond. The Mission hopes to present every guest with a roller coaster ride and other diversions. Don't forget the date. Full details for this the largest and best picnic ever given by the St. Augustine people. Remember it will be strictly an invitation affair. Let the good people get ready to go to Alameda park July 30. The ride through the country will be worth the trip. Carry basket and make it a home affair. — [965, 482, 1190, 726]
running-header — [23, 5, 1633, 24]
local-item: Mr. and Mrs. Rev. Holder called on Mr. and Mrs. Rev. W. Boone, of Walnut street, Tuesday afternoon. — [728, 1315, 952, 1337]
jenkins-manager: MRS. L. W. JENKINS, Manager — [1276, 1495, 1556, 1517]
jenkins-folder: Write For Folder of Information — [1285, 1524, 1547, 1545]
enterprise-address: 28-30 Fifth St. Now Stanwix St. — [1490, 801, 1599, 829]
jenkins-location-row — [1215, 1470, 1616, 1489]
column-4 — [728, 29, 952, 2231]
